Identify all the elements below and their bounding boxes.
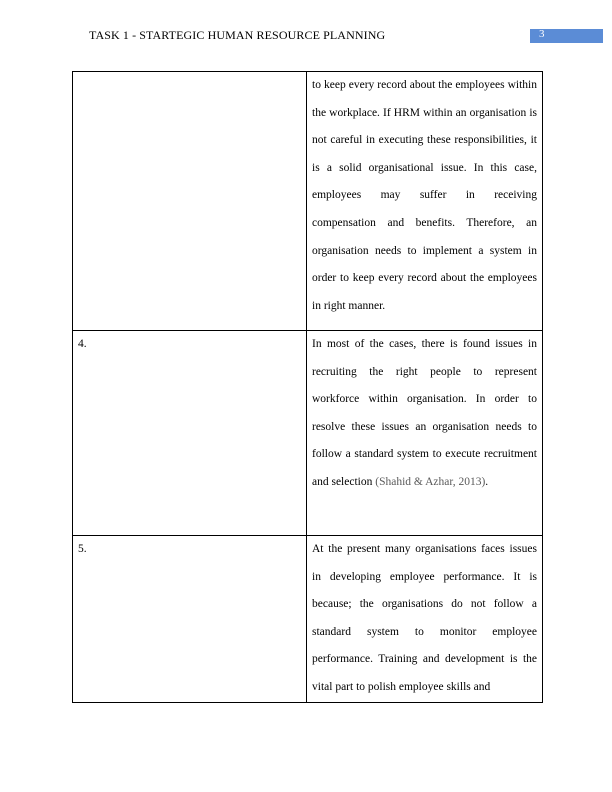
row-text-end: . xyxy=(485,475,489,488)
row-text-cell xyxy=(307,72,543,331)
table-row xyxy=(73,331,543,536)
citation: (Shahid & Azhar, 2013) xyxy=(375,475,486,488)
row-text: to keep every record about the employees within the workplace. If HRM within an organisation is not careful in executing these responsibilities, it is a solid organisational issue. In this case, employees may suffer in receiving compensation and benefits. Therefore, an organisation needs to implement a system in order to keep every record about the employees in right manner. xyxy=(312,79,537,312)
row-number-cell: 4. xyxy=(73,331,307,536)
page-number: 3 xyxy=(539,28,545,40)
row-text: At the present many organisations faces issues in developing employee performance. It is because; the organisations do not follow a standard system to monitor employee performance. Training and development is the vital part to polish employee skills and xyxy=(312,543,537,693)
row-number-cell xyxy=(73,72,307,331)
page-header xyxy=(0,0,612,50)
row-text-cell xyxy=(307,331,543,536)
page-number-badge xyxy=(530,29,603,43)
table-row xyxy=(73,536,543,703)
table-row xyxy=(73,72,543,331)
header-title: TASK 1 - STARTEGIC HUMAN RESOURCE PLANNING xyxy=(89,28,386,42)
row-text-cell xyxy=(307,536,543,703)
issues-table xyxy=(72,71,543,703)
row-text: In most of the cases, there is found issues in recruiting the right people to represent workforce within organisation. In order to resolve these issues an organisation needs to follow a standard system to execute recruitment and selection xyxy=(312,338,537,488)
row-number-cell: 5. xyxy=(73,536,307,703)
